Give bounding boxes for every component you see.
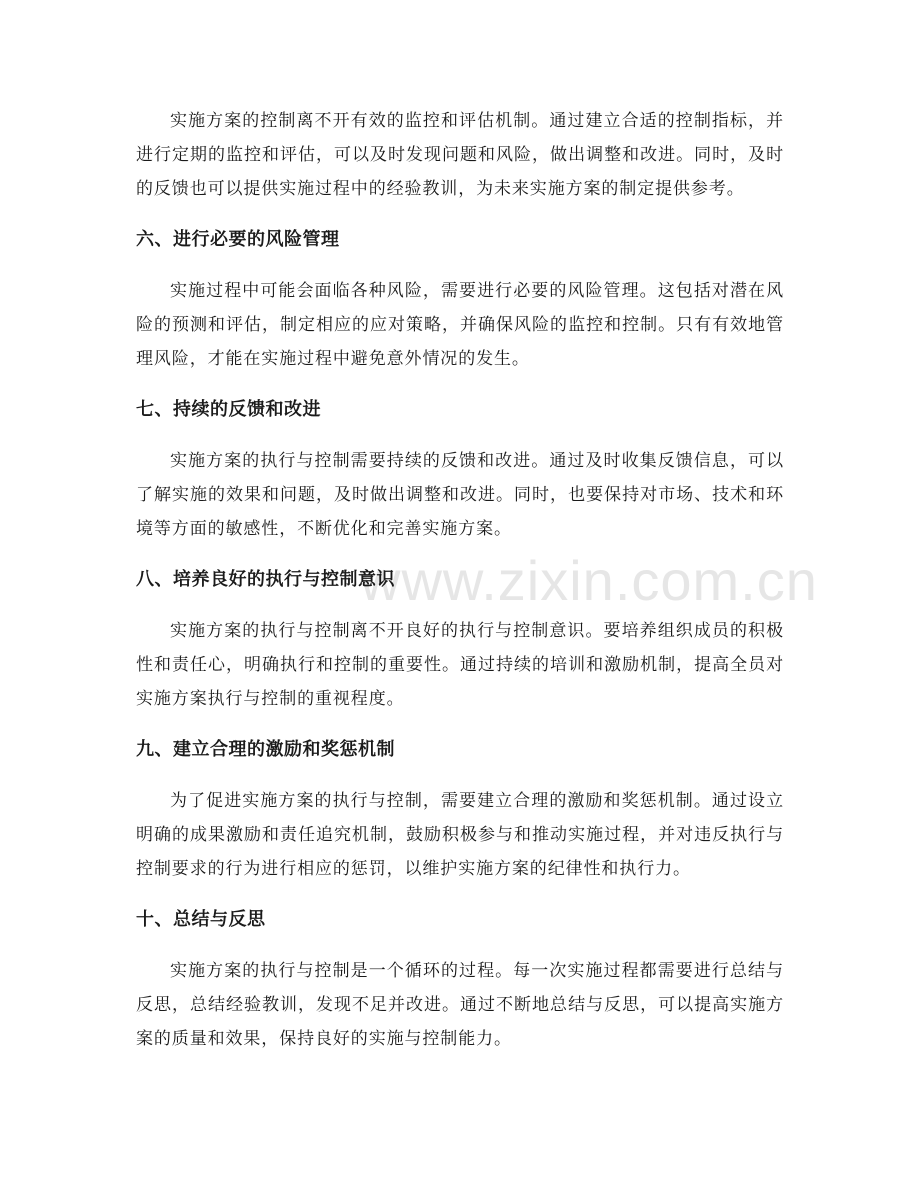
section-heading: 七、持续的反馈和改进 bbox=[136, 399, 321, 420]
section-paragraph: 实施过程中可能会面临各种风险，需要进行必要的风险管理。这包括对潜在风险的预测和评估，制定相应的应对策略，并确保风险的监控和控制。只有有效地管理风险，才能在实施过程中避免意外情况的发生。 bbox=[136, 281, 784, 369]
section-paragraph: 实施方案的执行与控制离不开良好的执行与控制意识。要培养组织成员的积极性和责任心，明确执行和控制的重要性。通过持续的培训和激励机制，提高全员对实施方案执行与控制的重视程度。 bbox=[136, 621, 784, 709]
section-heading: 九、建立合理的激励和奖惩机制 bbox=[136, 739, 395, 760]
section-heading: 六、进行必要的风险管理 bbox=[136, 229, 340, 250]
section-paragraph: 实施方案的执行与控制需要持续的反馈和改进。通过及时收集反馈信息，可以了解实施的效果和问题，及时做出调整和改进。同时，也要保持对市场、技术和环境等方面的敏感性，不断优化和完善实施方案。 bbox=[136, 451, 784, 539]
section-paragraph: 实施方案的执行与控制是一个循环的过程。每一次实施过程都需要进行总结与反思，总结经验教训，发现不足并改进。通过不断地总结与反思，可以提高实施方案的质量和效果，保持良好的实施与控制能力。 bbox=[136, 961, 784, 1049]
section-heading: 八、培养良好的执行与控制意识 bbox=[136, 569, 395, 590]
watermark: www.zixin.com.cn bbox=[360, 549, 818, 612]
intro-paragraph: 实施方案的控制离不开有效的监控和评估机制。通过建立合适的控制指标，并进行定期的监控和评估，可以及时发现问题和风险，做出调整和改进。同时，及时的反馈也可以提供实施过程中的经验教训，为未来实施方案的制定提供参考。 bbox=[136, 111, 784, 199]
document-body bbox=[136, 104, 784, 1056]
section-paragraph: 为了促进实施方案的执行与控制，需要建立合理的激励和奖惩机制。通过设立明确的成果激励和责任追究机制，鼓励积极参与和推动实施过程，并对违反执行与控制要求的行为进行相应的惩罚，以维护实施方案的纪律性和执行力。 bbox=[136, 791, 784, 879]
section-heading: 十、总结与反思 bbox=[136, 909, 266, 930]
